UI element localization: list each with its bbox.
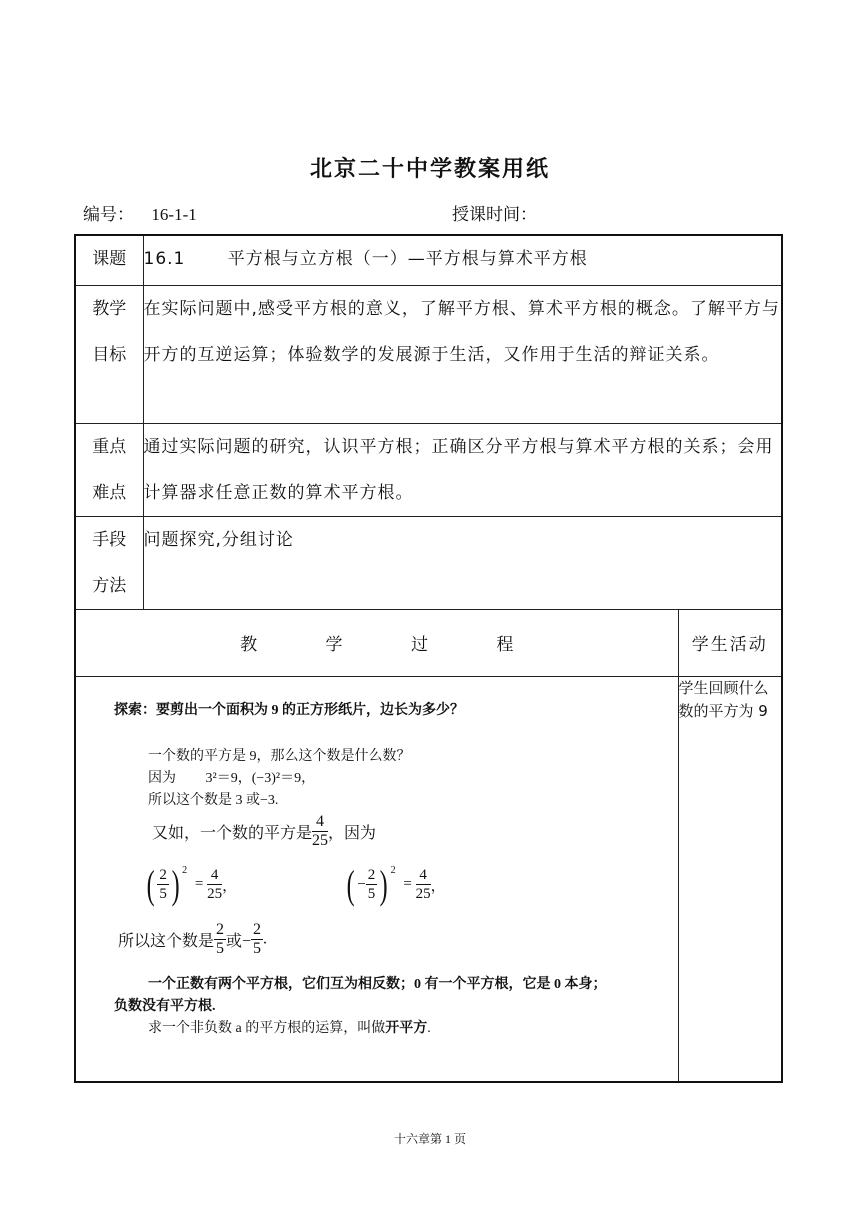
- comma: ，: [430, 878, 446, 894]
- goal-label: [75, 285, 143, 423]
- rule-3-term: 开平方: [385, 1020, 428, 1036]
- equals-sign: =: [194, 876, 204, 892]
- conclusion-prefix: 所以这个数是: [118, 932, 215, 950]
- text-line-3: 所以这个数是 3 或−3.: [148, 792, 279, 808]
- fraction-numerator: 2: [367, 867, 376, 883]
- fraction-numerator: 4: [416, 866, 431, 885]
- fraction-2-5: [251, 921, 263, 958]
- fraction-2-5: [157, 866, 169, 903]
- fraction-denominator: 25: [207, 886, 223, 902]
- key-label-line2: 难点: [92, 482, 127, 503]
- topic-number: 16.1: [143, 249, 186, 269]
- number-label: 编号：: [83, 205, 134, 225]
- topic-label: 课题: [75, 235, 143, 285]
- fraction-denominator: 5: [253, 939, 262, 957]
- fraction-numerator: 2: [253, 920, 262, 938]
- process-heading-char-4: 程: [496, 635, 514, 655]
- explore-line: [114, 699, 464, 719]
- process-content: [75, 676, 678, 1082]
- rule-3-end: .: [427, 1020, 431, 1036]
- text-line-1: 一个数的平方是 9，那么这个数是什么数？: [148, 748, 411, 764]
- equals-sign: =: [403, 876, 412, 892]
- exponent: 2: [182, 864, 188, 876]
- fraction-denominator: 25: [415, 886, 431, 902]
- key-row: [75, 423, 782, 516]
- comma: ，: [222, 878, 238, 894]
- topic-row: [75, 235, 782, 285]
- key-label-line1: 重点: [92, 436, 127, 457]
- text-line-4: [152, 813, 376, 850]
- process-heading-char-1: 教: [240, 635, 258, 655]
- method-label: [75, 516, 143, 609]
- student-activity-content: 学生回顾什么数的平方为 9: [678, 676, 782, 1082]
- fraction-4-25: [207, 866, 222, 903]
- right-paren: ): [379, 861, 388, 907]
- rule-3-prefix: 求一个非负数 a 的平方根的运算，叫做: [148, 1020, 386, 1036]
- fraction-denominator: 5: [367, 886, 376, 902]
- goal-row: [75, 285, 782, 423]
- method-label-line1: 手段: [92, 529, 127, 550]
- time-label: 授课时间：: [452, 205, 537, 225]
- process-heading-char-3: 过: [410, 635, 428, 655]
- fraction-4-25: [312, 813, 328, 850]
- process-header-row: [75, 609, 782, 676]
- document-title: 北京二十中学教案用纸: [309, 157, 550, 182]
- process-heading: [75, 609, 678, 676]
- example-prefix: 又如，一个数的平方是: [152, 824, 313, 842]
- fraction-numerator: 4: [312, 813, 328, 832]
- fraction-4-25: [416, 866, 431, 903]
- fraction-denominator: 25: [312, 831, 329, 849]
- fraction-numerator: 4: [207, 866, 222, 885]
- because-label: 因为: [148, 770, 176, 786]
- number-value: 16-1-1: [151, 205, 197, 224]
- process-heading-char-2: 学: [325, 635, 343, 655]
- text-line-5: [118, 921, 267, 958]
- process-body-row: [75, 676, 782, 1082]
- method-label-line2: 方法: [92, 575, 127, 596]
- conclusion-end: .: [263, 930, 268, 947]
- rule-line-2: 负数没有平方根.: [114, 998, 216, 1014]
- student-activity-heading: 学生活动: [678, 609, 782, 676]
- number-field: [83, 200, 197, 225]
- key-label: [75, 423, 143, 516]
- conclusion-or: 或−: [226, 932, 252, 950]
- square-expression: 3²＝9，(−3)²＝9，: [205, 770, 316, 786]
- minus-sign: −: [357, 876, 366, 892]
- exponent: 2: [390, 864, 396, 876]
- fraction-denominator: 5: [159, 886, 167, 902]
- fraction-denominator: 5: [216, 939, 225, 957]
- negative-square-equation: [344, 861, 446, 907]
- page-footer: 十六章第 1 页: [393, 1132, 466, 1146]
- topic-content: [143, 235, 782, 285]
- fraction-numerator: 2: [216, 920, 225, 938]
- rule-line-3: [148, 1017, 431, 1037]
- left-paren: (: [146, 861, 155, 907]
- left-paren: (: [346, 861, 355, 907]
- fraction-2-5: [366, 866, 378, 903]
- text-line-2: [148, 767, 315, 787]
- fraction-2-5: [214, 921, 226, 958]
- method-content: 问题探究,分组讨论: [143, 516, 782, 609]
- topic-text: 平方根与立方根（一）—平方根与算术平方根: [227, 249, 588, 269]
- goal-content: 在实际问题中,感受平方根的意义，了解平方根、算术平方根的概念。了解平方与开方的互逆运算；体验数学的发展源于生活，又作用于生活的辩证关系。: [143, 285, 782, 423]
- right-paren: ): [171, 861, 180, 907]
- explore-label: 探索：: [114, 702, 156, 718]
- positive-square-equation: [144, 861, 238, 907]
- key-content: 通过实际问题的研究，认识平方根；正确区分平方根与算术平方根的关系；会用计算器求任意正数的算术平方根。: [143, 423, 782, 516]
- goal-label-line1: 教学: [92, 298, 127, 319]
- explore-question: 要剪出一个面积为 9 的正方形纸片，边长为多少？: [156, 702, 464, 718]
- example-suffix: ，因为: [328, 824, 377, 842]
- goal-label-line2: 目标: [92, 344, 127, 365]
- lesson-plan-table: [74, 234, 783, 1083]
- rule-line-1: 一个正数有两个平方根，它们互为相反数；0 有一个平方根，它是 0 本身；: [148, 976, 607, 992]
- method-row: [75, 516, 782, 609]
- fraction-numerator: 2: [159, 867, 167, 883]
